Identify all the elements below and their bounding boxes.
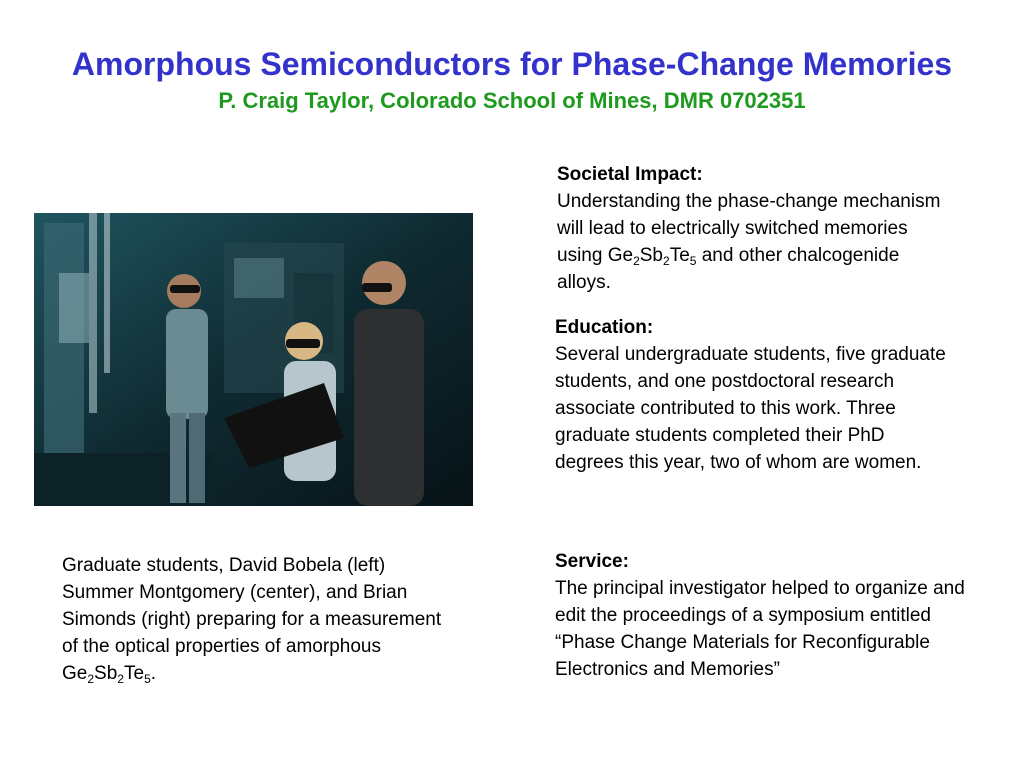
societal-formula-sb: Sb [639, 245, 663, 266]
caption-formula-te-subscript: 5 [144, 672, 151, 686]
societal-formula-sb-subscript: 2 [663, 254, 670, 268]
caption-formula-ge-subscript: 2 [87, 672, 95, 686]
societal-formula-ge: Ge [607, 245, 634, 266]
caption-text: Graduate students, David Bobela (left) Summer Montgomery (center), and Brian Simonds (right) preparing for a measurement of the optical properties of amorphous [62, 555, 442, 657]
photo-caption [62, 552, 442, 687]
page-subtitle: P. Craig Taylor, Colorado School of Mines, DMR 0702351 [218, 88, 806, 113]
education-heading: Education: [555, 317, 654, 338]
service-section [555, 548, 965, 683]
education-section [555, 314, 955, 476]
lab-photo-illustration [34, 213, 473, 506]
caption-formula-te: Te [123, 663, 145, 684]
caption-formula-sb: Sb [94, 663, 118, 684]
education-text: Several undergraduate students, five graduate students, and one postdoctoral research associate contributed to this work. Three graduate students completed their PhD degrees this year, two of whom are women. [555, 344, 946, 473]
societal-impact-text-end: and other chalcogenide alloys. [557, 245, 900, 293]
caption-end: . [150, 663, 157, 684]
societal-impact-heading: Societal Impact: [557, 164, 703, 185]
service-text: The principal investigator helped to organize and edit the proceedings of a symposium entitled “Phase Change Materials for Reconfigurable Electronics and Memories” [555, 578, 965, 680]
societal-impact-section [557, 161, 957, 296]
lab-photo [34, 213, 473, 506]
societal-formula-te: Te [669, 245, 690, 266]
societal-formula-te-subscript: 5 [689, 254, 697, 268]
page-title: Amorphous Semiconductors for Phase-Change Memories [71, 46, 953, 82]
societal-formula-ge-subscript: 2 [633, 254, 640, 268]
caption-formula-ge: Ge [62, 663, 88, 684]
caption-formula-sb-subscript: 2 [117, 672, 124, 686]
service-heading: Service: [555, 551, 629, 572]
societal-impact-text: Understanding the phase-change mechanism will lead to electrically switched memories using [557, 191, 941, 266]
